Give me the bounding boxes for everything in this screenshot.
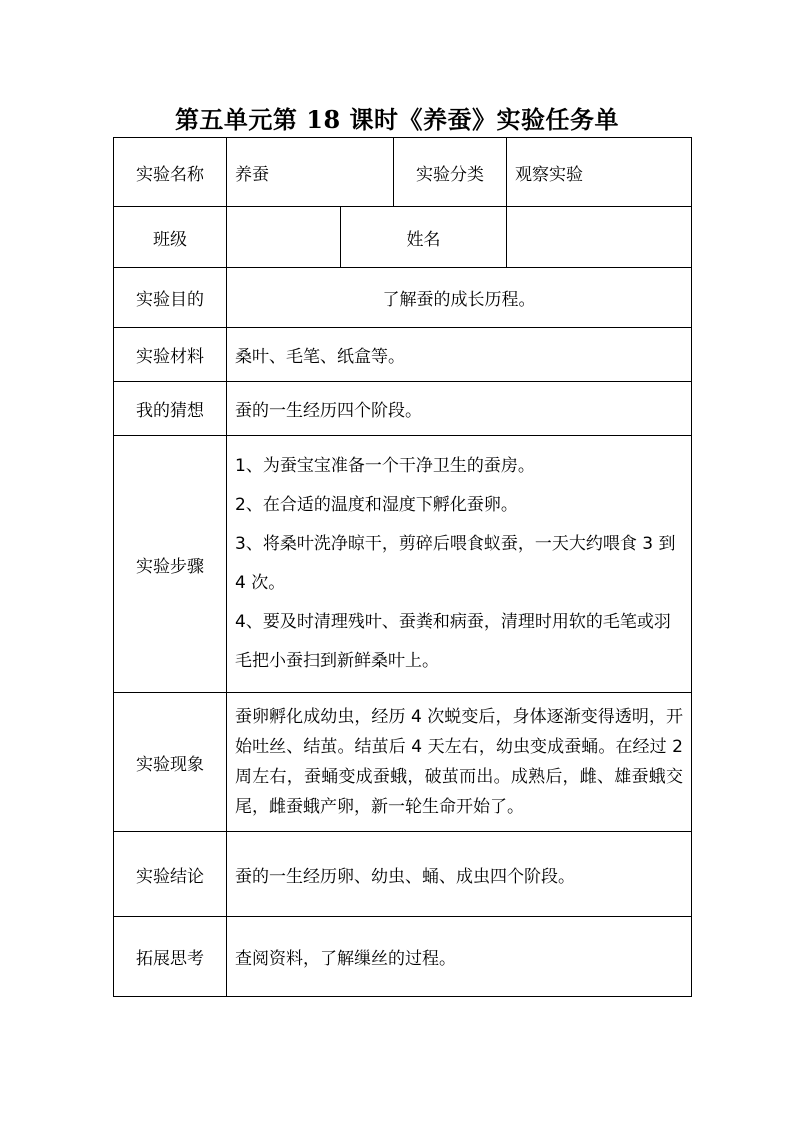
page-title: 第五单元第 18 课时《养蚕》实验任务单 <box>174 105 620 134</box>
experiment-type-value: 观察实验 <box>507 138 692 207</box>
row-steps <box>114 436 692 693</box>
phenomenon-label: 实验现象 <box>114 693 227 832</box>
step-item: 4、要及时清理残叶、蚕粪和病蚕，清理时用软的毛笔或羽毛把小蚕扫到新鲜桑叶上。 <box>235 612 671 671</box>
steps-list <box>227 436 692 693</box>
extension-label: 拓展思考 <box>114 917 227 997</box>
student-name-field[interactable] <box>507 207 692 268</box>
purpose-value: 了解蚕的成长历程。 <box>227 268 692 328</box>
guess-value: 蚕的一生经历四个阶段。 <box>227 382 692 436</box>
extension-value: 查阅资料，了解缫丝的过程。 <box>227 917 692 997</box>
conclusion-value: 蚕的一生经历卵、幼虫、蛹、成虫四个阶段。 <box>227 832 692 917</box>
row-class-name <box>114 207 692 268</box>
row-materials <box>114 328 692 382</box>
row-conclusion <box>114 832 692 917</box>
purpose-label: 实验目的 <box>114 268 227 328</box>
row-experiment-name <box>114 138 692 207</box>
class-label: 班级 <box>114 207 227 268</box>
step-item: 2、在合适的温度和湿度下孵化蚕卵。 <box>235 495 518 515</box>
step-item: 3、将桑叶洗净晾干，剪碎后喂食蚁蚕，一天大约喂食 3 到 4 次。 <box>235 534 676 593</box>
materials-label: 实验材料 <box>114 328 227 382</box>
conclusion-label: 实验结论 <box>114 832 227 917</box>
materials-value: 桑叶、毛笔、纸盒等。 <box>227 328 692 382</box>
class-field[interactable] <box>227 207 341 268</box>
row-purpose <box>114 268 692 328</box>
experiment-type-label: 实验分类 <box>394 138 507 207</box>
row-phenomenon <box>114 693 692 832</box>
experiment-name-label: 实验名称 <box>114 138 227 207</box>
row-guess <box>114 382 692 436</box>
experiment-name-value: 养蚕 <box>227 138 394 207</box>
phenomenon-value: 蚕卵孵化成幼虫，经历 4 次蜕变后，身体逐渐变得透明，开始吐丝、结茧。结茧后 4 天左右，幼虫变成蚕蛹。在经过 2 周左右，蚕蛹变成蚕蛾，破茧而出。成熟后，雌、雄蚕蛾交尾，雌蚕蛾产卵，新一轮生命开始了。 <box>227 693 692 832</box>
steps-label: 实验步骤 <box>114 436 227 693</box>
row-extension <box>114 917 692 997</box>
step-item: 1、为蚕宝宝准备一个干净卫生的蚕房。 <box>235 456 535 476</box>
student-name-label: 姓名 <box>341 207 507 268</box>
guess-label: 我的猜想 <box>114 382 227 436</box>
task-table <box>113 137 692 997</box>
